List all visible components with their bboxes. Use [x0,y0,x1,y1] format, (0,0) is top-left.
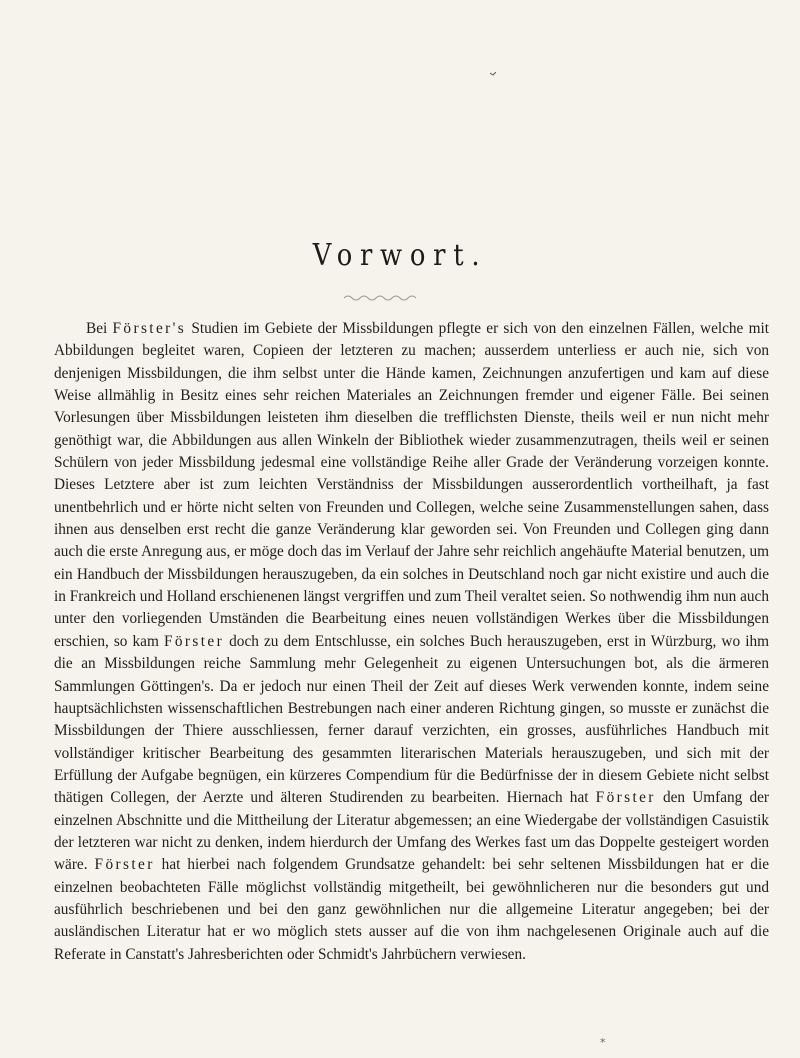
signature-mark: * [600,1036,606,1049]
author-name: Förster [163,632,225,650]
preface-paragraph [54,318,769,966]
text-segment: Bei [86,320,113,337]
text-segment: doch zu dem Entschlusse, ein solches Buch herauszugeben, erst in Würzburg, wo ihm die an Missbildungen reiche Sammlung mehr Gelegenheit zu eigenen Untersuchungen bot, als die ärmeren Sammlungen Göttingen's. Da er jedoch nur einen Theil der Zeit auf dieses Werk verwenden konnte, indem seine hauptsächlichsten wissenschaftlichen Bestrebungen nach einer anderen Richtung gingen, so musste er zunächst die Missbildungen der Thiere ausschliessen, ferner darauf verzichten, ein grosses, ausführliches Handbuch mit vollständiger kritischer Bearbeitung des gesammten literarischen Materials herauszugeben, und sich mit der Erfüllung der Aufgabe begnügen, ein kürzeres Compendium für die Bedürfnisse der in diesem Gebiete nicht selbst thätigen Collegen, der Aerzte und älteren Studirenden zu bearbeiten. Hiernach hat [54,632,769,807]
ink-speck [490,72,496,76]
author-name: Förster [595,789,656,807]
author-name: Förster [94,856,155,874]
preface-body [54,318,769,966]
page-title: Vorwort. [312,238,488,273]
text-segment: hat hierbei nach folgendem Grundsatze gehandelt: bei sehr seltenen Missbildungen hat er die einzelnen beobachteten Fälle möglichst vollständig mitgetheilt, bei gewöhnlicheren nur die besonders gut und ausführlich beschriebenen und bei den ganz gewöhnlichen nur die allgemeine Literatur angegeben; bei der ausländischen Literatur hat er wo möglich stets ausser auf die von ihm nachgelesenen Originale auch auf die Referate in Canstatt's Jahresberichten oder Schmidt's Jahrbüchern verwiesen. [54,856,769,963]
author-name: Förster's [112,320,187,337]
text-segment: Studien im Gebiete der Missbildungen pflegte er sich von den einzelnen Fällen, welche mit Abbildungen begleitet waren, Copieen der letzteren zu machen; ausserdem unterliess er auch nie, sich von denjenigen Missbildungen, die ihm selbst unter die Hände kamen, Zeichnungen anzufertigen und kam auf diese Weise allmählig in Besitz eines sehr reichen Materiales an Zeichnungen fremder und eigener Fälle. Bei seinen Vorlesungen über Missbildungen leisteten ihm dieselben die trefflichsten Dienste, theils weil er nun nicht mehr genöthigt war, die Abbildungen aus allen Winkeln der Bibliothek wieder zusammenzutragen, theils weil er seinen Schülern von jeder Missbildung jedesmal eine vollständige Reihe aller Grade der Veränderung vorzeigen konnte. Dieses Letztere aber ist zum leichten Verständniss der Missbildungen ausserordentlich vortheilhaft, ja fast unentbehrlich und er hörte nicht selten von Freunden und Collegen, welche seine Zusammenstellungen sahen, dass ihnen aus denselben erst recht die ganze Veränderung klar geworden sei. Von Freunden und Collegen ging dann auch die erste Anregung aus, er möge doch das im Verlauf der Jahre sehr reichlich angehäufte Material benutzen, um ein Handbuch der Missbildungen herauszugeben, da ein solches in Deutschland noch gar nicht existire und auch die in Frankreich und Holland erschienenen längst vergriffen und zum Theil veraltet seien. So nothwendig ihm nun auch unter den vorliegenden Umständen die Bearbeitung eines neuen vollständigen Werkes über die Missbildungen erschien, so kam [54,320,769,650]
title-ornament [344,294,416,302]
text-segment: den Umfang der einzelnen Abschnitte und die Mittheilung der Literatur abgemessen; an eine Wiedergabe der vollständigen Casuistik der letzteren war nicht zu denken, indem hierdurch der Umfang des Werkes fast um das Doppelte gesteigert worden wäre. [54,789,770,874]
